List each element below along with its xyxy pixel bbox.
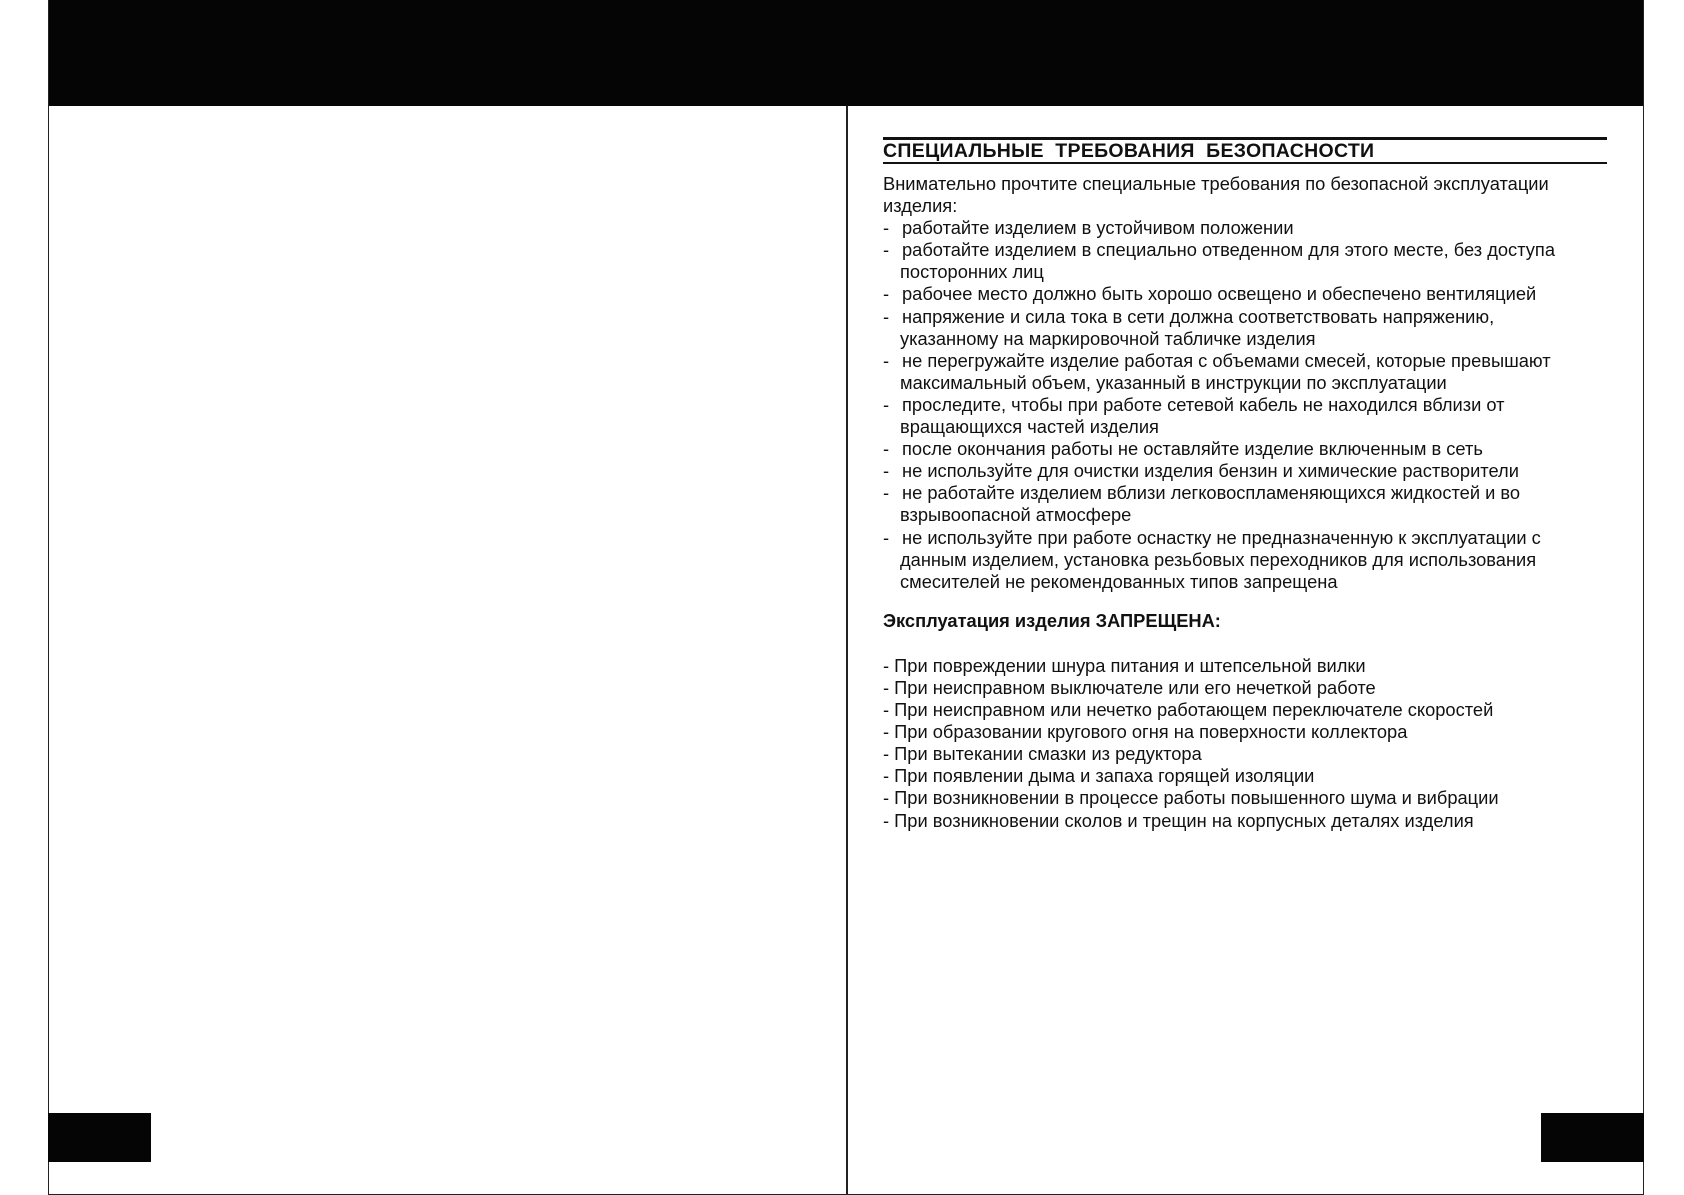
requirement-line: максимальный объем, указанный в инструкции по эксплуатации	[900, 371, 1447, 393]
requirement-line: взрывоопасной атмосфере	[900, 504, 1132, 526]
requirement-item	[883, 350, 1607, 394]
safety-requirements-body	[883, 173, 1607, 832]
requirement-item	[883, 217, 1607, 239]
requirement-line: работайте изделием в устойчивом положении	[902, 217, 1294, 239]
list-dash: -	[883, 305, 890, 327]
right-page-corner-block	[1541, 1113, 1644, 1162]
requirement-item	[883, 438, 1607, 460]
right-page-content	[883, 137, 1607, 832]
forbidden-list	[883, 655, 1607, 832]
list-dash: -	[883, 460, 890, 482]
left-page-corner-block	[48, 1113, 151, 1162]
requirement-item	[883, 283, 1607, 305]
requirement-line: напряжение и сила тока в сети должна соответствовать напряжению,	[902, 305, 1495, 327]
requirement-line: данным изделием, установка резьбовых переходников для использования	[900, 548, 1537, 570]
forbidden-item: - При повреждении шнура питания и штепсельной вилки	[883, 654, 1366, 676]
forbidden-item: - При вытекании смазки из редуктора	[883, 743, 1202, 765]
requirement-item	[883, 460, 1607, 482]
list-dash: -	[883, 482, 890, 504]
requirement-line: работайте изделием в специально отведенном для этого месте, без доступа	[902, 239, 1555, 261]
intro-line: изделия:	[883, 195, 958, 217]
list-dash: -	[883, 217, 890, 239]
list-dash: -	[883, 526, 890, 548]
list-dash: -	[883, 239, 890, 261]
requirement-line: не используйте для очистки изделия бензин и химические растворители	[902, 460, 1519, 482]
forbidden-heading: Эксплуатация изделия ЗАПРЕЩЕНА:	[883, 609, 1221, 631]
requirement-item	[883, 482, 1607, 526]
requirement-item	[883, 239, 1607, 283]
requirement-line: не используйте при работе оснастку не предназначенную к эксплуатации с	[902, 526, 1541, 548]
requirement-line: после окончания работы не оставляйте изделие включенным в сеть	[902, 438, 1483, 460]
list-dash: -	[883, 438, 890, 460]
requirements-list	[883, 217, 1607, 593]
list-dash: -	[883, 393, 890, 415]
forbidden-item: - При образовании кругового огня на поверхности коллектора	[883, 721, 1408, 743]
requirement-item	[883, 527, 1607, 593]
intro-line: Внимательно прочтите специальные требования по безопасной эксплуатации	[883, 173, 1549, 194]
requirement-line: посторонних лиц	[900, 261, 1044, 283]
forbidden-item: - При появлении дыма и запаха горящей изоляции	[883, 765, 1315, 787]
list-dash: -	[883, 283, 890, 305]
section-title-bar	[883, 137, 1607, 164]
requirement-line: не перегружайте изделие работая с объемами смесей, которые превышают	[902, 349, 1551, 371]
requirement-line: не работайте изделием вблизи легковоспламеняющихся жидкостей и во	[902, 482, 1521, 504]
requirement-line: вращающихся частей изделия	[900, 416, 1159, 438]
forbidden-item: - При неисправном выключателе или его нечеткой работе	[883, 676, 1376, 698]
requirement-line: рабочее место должно быть хорошо освещено и обеспечено вентиляцией	[902, 283, 1537, 305]
requirement-item	[883, 394, 1607, 438]
forbidden-item: - При возникновении в процессе работы повышенного шума и вибрации	[883, 787, 1499, 809]
requirement-item	[883, 306, 1607, 350]
requirement-line: смесителей не рекомендованных типов запрещена	[900, 570, 1338, 592]
requirement-line: указанному на маркировочной табличке изделия	[900, 327, 1316, 349]
requirement-line: проследите, чтобы при работе сетевой кабель не находился вблизи от	[902, 393, 1505, 415]
section-title: СПЕЦИАЛЬНЫЕ ТРЕБОВАНИЯ БЕЗОПАСНОСТИ	[883, 140, 1375, 162]
list-dash: -	[883, 349, 890, 371]
forbidden-item: - При возникновении сколов и трещин на корпусных деталях изделия	[883, 809, 1474, 831]
forbidden-item: - При неисправном или нечетко работающем переключателе скоростей	[883, 699, 1494, 721]
page-divider	[846, 106, 848, 1195]
